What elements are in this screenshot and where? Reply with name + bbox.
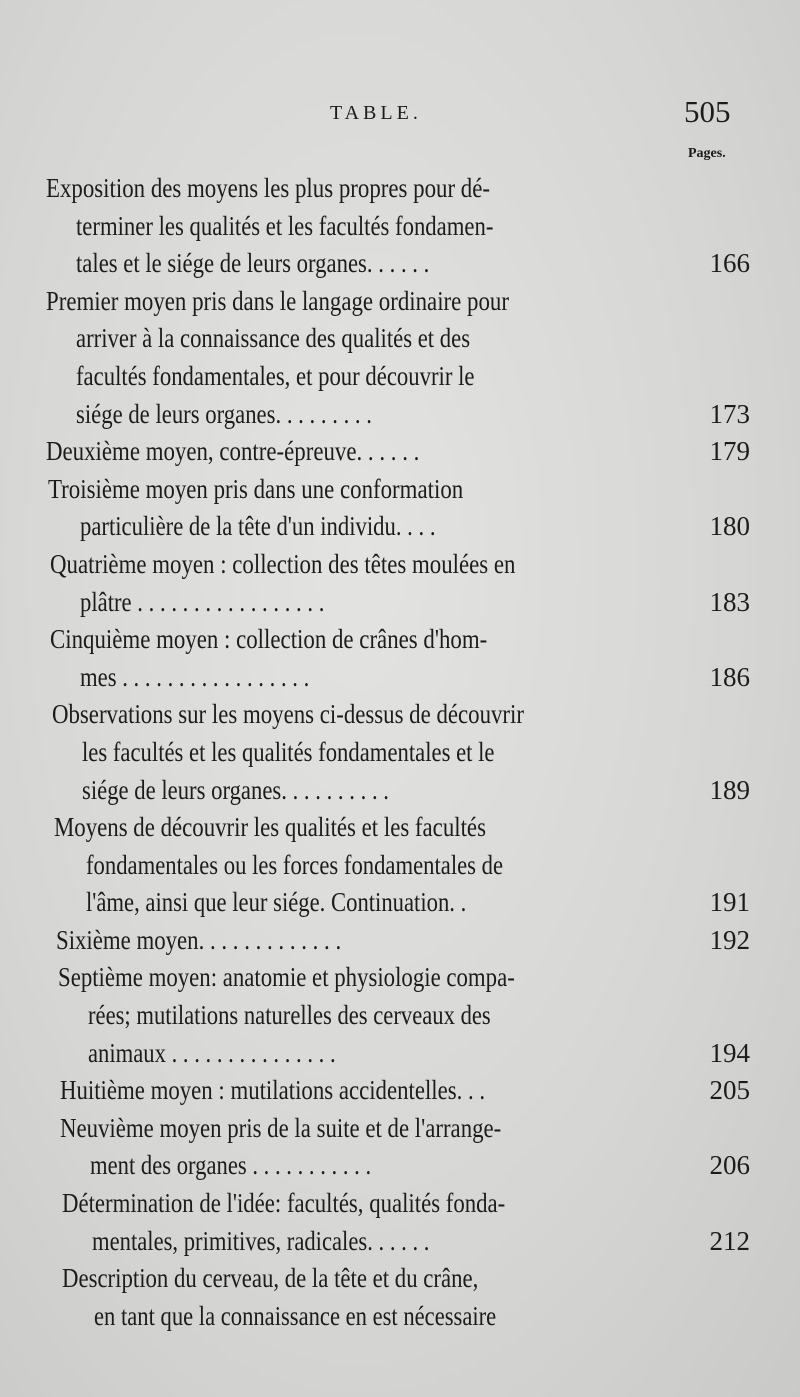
toc-entry xyxy=(0,922,800,960)
toc-page-number: 189 xyxy=(709,774,750,805)
toc-entry-line: Premier moyen pris dans le langage ordinaire pour xyxy=(46,285,509,316)
toc-entry xyxy=(0,696,800,809)
toc-entry xyxy=(0,1072,800,1110)
toc-entry-line: Moyens de découvrir les qualités et les facultés xyxy=(54,812,486,843)
toc-entry-line: terminer les qualités et les facultés fondamen- xyxy=(76,210,494,241)
pages-column-label: Pages. xyxy=(688,146,726,161)
toc-entry-line: Quatrième moyen : collection des têtes moulées en xyxy=(50,548,516,579)
toc-entry xyxy=(0,621,800,696)
toc-entry-line: fondamentales ou les forces fondamentales de xyxy=(86,849,504,880)
toc-entry xyxy=(0,959,800,1072)
toc-entry xyxy=(0,809,800,922)
toc-page-number: 180 xyxy=(709,511,750,542)
toc-entry-line: rées; mutilations naturelles des cerveaux des xyxy=(88,1000,491,1031)
toc-page-number: 186 xyxy=(709,661,750,692)
toc-entry-line: Observations sur les moyens ci-dessus de découvrir xyxy=(52,699,524,730)
toc-entry-line: arriver à la connaissance des qualités et des xyxy=(76,323,471,354)
toc-entry-line: l'âme, ainsi que leur siége. Continuation. . xyxy=(86,887,467,918)
toc-entry xyxy=(0,546,800,621)
toc-page-number: 212 xyxy=(709,1225,750,1256)
toc-entry-line: tales et le siége de leurs organes. . . . . . xyxy=(76,248,430,279)
toc-entry-line: mentales, primitives, radicales. . . . . . xyxy=(92,1225,430,1256)
toc-entry-line: particulière de la tête d'un individu. . . . xyxy=(80,511,436,542)
toc-entry-line: siége de leurs organes. . . . . . . . . xyxy=(76,398,372,429)
toc-page-number: 192 xyxy=(709,924,750,955)
toc-entry-line: Sixième moyen. . . . . . . . . . . . . xyxy=(56,924,342,955)
toc-entry-line: ment des organes . . . . . . . . . . . xyxy=(90,1150,372,1181)
toc-page-number: 173 xyxy=(709,398,750,429)
toc-page-number: 206 xyxy=(709,1150,750,1181)
page-number: 505 xyxy=(684,94,731,129)
toc-entry-line: Cinquième moyen : collection de crânes d'hom- xyxy=(50,624,488,655)
toc-entry-line: plâtre . . . . . . . . . . . . . . . . . xyxy=(80,586,325,617)
toc-entry-line: Huitième moyen : mutilations accidentelles. . . xyxy=(60,1075,486,1106)
toc-entry-line: en tant que la connaissance en est nécessaire xyxy=(94,1300,497,1331)
table-of-contents xyxy=(0,170,800,1335)
toc-entry-line: les facultés et les qualités fondamentales et le xyxy=(82,736,495,767)
toc-entry xyxy=(0,283,800,433)
toc-entry xyxy=(0,433,800,471)
toc-entry xyxy=(0,1185,800,1260)
toc-entry-line: Deuxième moyen, contre-épreuve. . . . . . xyxy=(46,436,420,467)
toc-page-number: 179 xyxy=(709,436,750,467)
toc-page-number: 183 xyxy=(709,586,750,617)
toc-entry-line: Description du cerveau, de la tête et du crâne, xyxy=(62,1263,479,1294)
toc-entry-line: Troisième moyen pris dans une conformation xyxy=(48,473,464,504)
toc-entry-line: Détermination de l'idée: facultés, qualités fonda- xyxy=(62,1188,506,1219)
toc-page-number: 191 xyxy=(709,887,750,918)
toc-entry-line: mes . . . . . . . . . . . . . . . . . xyxy=(80,661,310,692)
toc-page-number: 166 xyxy=(709,248,750,279)
toc-entry-line: facultés fondamentales, et pour découvrir le xyxy=(76,360,475,391)
toc-entry xyxy=(0,1110,800,1185)
toc-entry-line: siége de leurs organes. . . . . . . . . . xyxy=(82,774,389,805)
toc-entry xyxy=(0,170,800,283)
running-title: TABLE. xyxy=(330,102,422,124)
toc-page-number: 205 xyxy=(709,1075,750,1106)
toc-entry xyxy=(0,471,800,546)
toc-page-number: 194 xyxy=(709,1037,750,1068)
toc-entry-line: Neuvième moyen pris de la suite et de l'arrange- xyxy=(60,1112,502,1143)
toc-entry-line: Exposition des moyens les plus propres pour dé- xyxy=(46,173,490,203)
toc-entry-line: animaux . . . . . . . . . . . . . . . xyxy=(88,1037,336,1068)
toc-entry-line: Septième moyen: anatomie et physiologie compa- xyxy=(58,962,515,993)
toc-entry xyxy=(0,1260,800,1335)
